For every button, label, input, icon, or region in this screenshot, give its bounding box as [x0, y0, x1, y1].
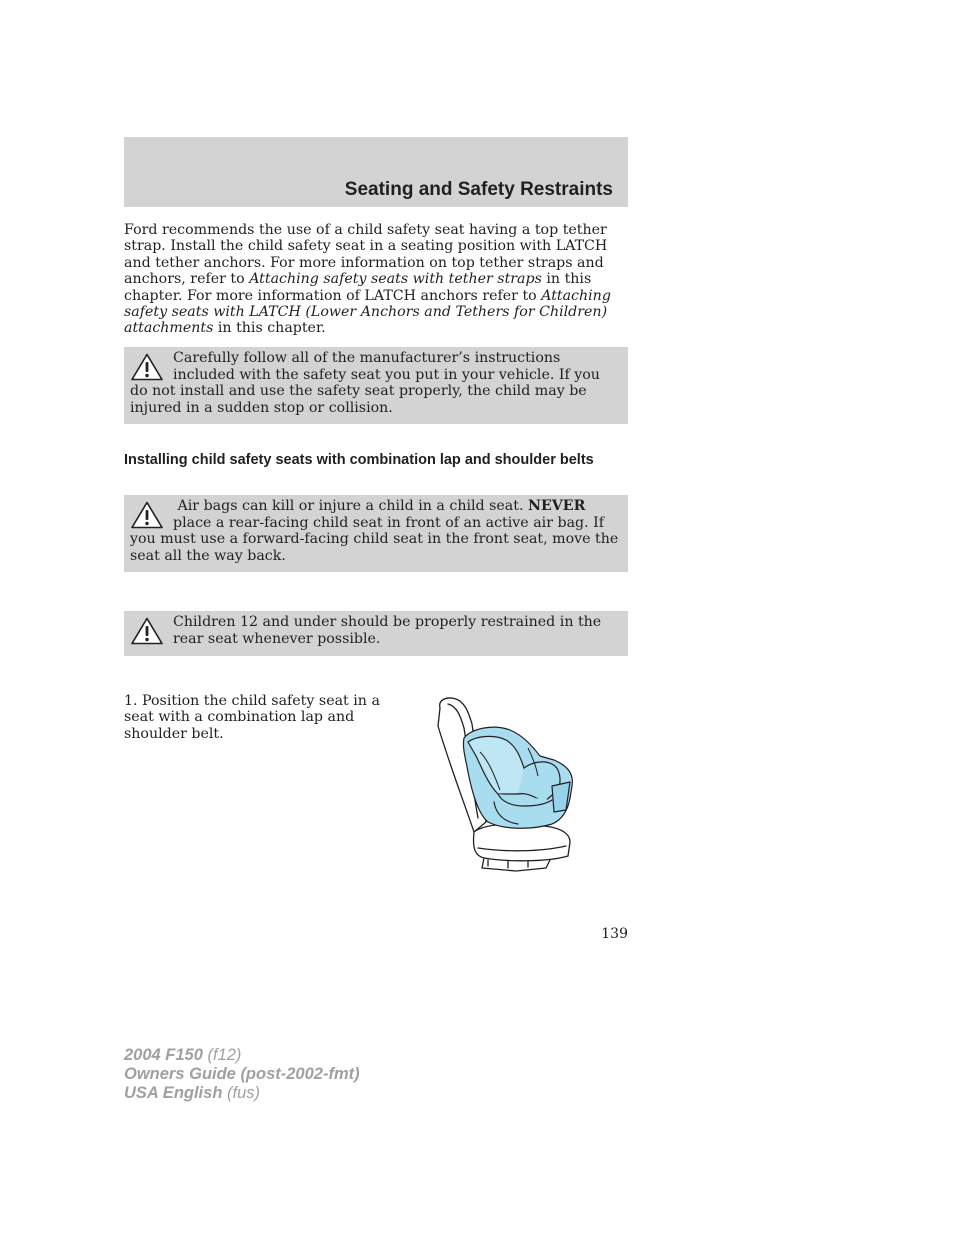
warning-box-air-bags: [124, 495, 628, 572]
warning-triangle-icon: [131, 501, 163, 529]
document-footer: [124, 1046, 360, 1103]
warning-triangle-icon: [131, 353, 163, 381]
intro-text-1: Ford recommends the use of a child safety seat having a top tether strap. Install the child safety seat in a seating position with LATCH and tether anchors. For more information on top tether straps and anchors, refer to: [124, 222, 608, 288]
footer-language: USA English: [124, 1084, 223, 1102]
warning-box-manufacturer-instructions: [124, 347, 628, 424]
latch-reference: Attaching safety seats with LATCH (Lower Anchors and Tethers for Children) attachments: [124, 287, 611, 337]
warning-text: [130, 498, 620, 564]
intro-paragraph: [124, 222, 630, 337]
footer-language-code: (fus): [222, 1084, 260, 1102]
chapter-header: [124, 137, 628, 207]
chapter-title: Seating and Safety Restraints: [344, 179, 613, 200]
footer-line-2: Owners Guide (post-2002-fmt): [124, 1065, 360, 1083]
warning-text: Children 12 and under should be properly restrained in the rear seat whenever possible.: [173, 614, 602, 647]
warning-text-before: Air bags can kill or injure a child in a child seat.: [177, 498, 528, 514]
footer-model: 2004 F150: [124, 1046, 203, 1064]
warning-text: Carefully follow all of the manufacturer’s instructions included with the safety seat you put in your vehicle. If you do not install and use the safety seat properly, the child may be injured in a sudden stop or collision.: [130, 350, 600, 416]
warning-text-after: place a rear-facing child seat in front of an active air bag. If you must use a forward-facing child seat in the front seat, move the seat all the way back.: [130, 514, 619, 564]
never-emphasis: NEVER: [527, 498, 586, 514]
intro-text-3: in this chapter.: [213, 320, 326, 337]
intro-text-2: in this chapter. For more information of LATCH anchors refer to: [124, 271, 592, 304]
child-seat-on-vehicle-seat-illustration: [428, 690, 584, 875]
footer-line-1: [124, 1046, 360, 1065]
warning-box-rear-seat: [124, 611, 628, 656]
step-1-text: 1. Position the child safety seat in a seat with a combination lap and shoulder belt.: [124, 693, 380, 742]
tether-straps-reference: Attaching safety seats with tether straps: [249, 271, 542, 288]
footer-line-3: [124, 1084, 360, 1103]
warning-triangle-icon: [131, 617, 163, 645]
footer-model-code: (f12): [202, 1046, 242, 1064]
page-number: 139: [601, 926, 628, 942]
section-heading: Installing child safety seats with combination lap and shoulder belts: [124, 452, 594, 468]
